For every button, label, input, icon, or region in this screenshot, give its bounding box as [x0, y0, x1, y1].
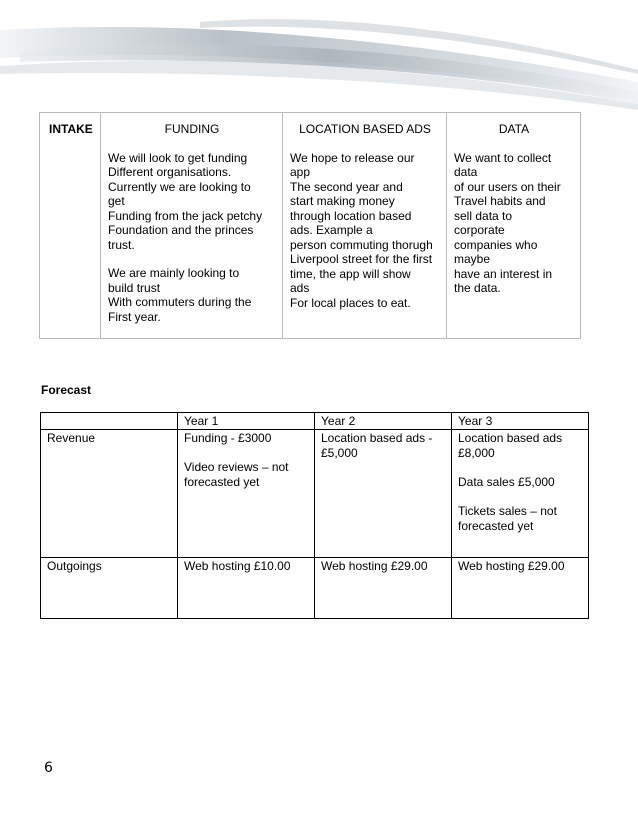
- outgoings-year-2-cell: [315, 558, 452, 619]
- cell-text-line: Web hosting £10.00: [184, 559, 291, 573]
- text-line: of our users on their: [454, 179, 561, 194]
- intake-row: [40, 113, 581, 339]
- location-ads-paragraph: [290, 151, 440, 311]
- intake-column-funding: [101, 113, 283, 339]
- text-line: get: [108, 194, 125, 208]
- funding-paragraph: [108, 151, 276, 253]
- text-line: corporate: [454, 223, 505, 237]
- cell-spacer: [458, 461, 583, 475]
- outgoings-label: Outgoings: [41, 558, 178, 619]
- intake-table: [39, 112, 581, 339]
- cell-text-line: £8,000: [458, 446, 495, 460]
- revenue-label: Revenue: [41, 430, 178, 558]
- outgoings-year-1-cell: [178, 558, 315, 619]
- text-line: maybe: [454, 252, 491, 266]
- text-line: time, the app will show: [290, 266, 411, 281]
- outgoings-row: [41, 558, 589, 619]
- text-line: through location based: [290, 208, 412, 223]
- text-line: First year.: [108, 309, 161, 324]
- header-cell-blank: [41, 413, 178, 430]
- cell-text-line: Data sales £5,000: [458, 475, 555, 489]
- text-line: We hope to release our: [290, 150, 415, 165]
- data-paragraph: [454, 151, 574, 296]
- funding-paragraph: [108, 266, 276, 324]
- revenue-year-1-cell: [178, 430, 315, 558]
- intake-column-data: [447, 113, 581, 339]
- header-swoosh-graphic: [0, 0, 638, 112]
- text-line: app: [290, 165, 311, 179]
- forecast-header-row: [41, 413, 589, 430]
- text-line: Liverpool street for the first: [290, 252, 433, 266]
- cell-text-line: £5,000: [321, 446, 358, 460]
- forecast-heading: Forecast: [41, 383, 92, 397]
- cell-text-line: Web hosting £29.00: [321, 559, 428, 573]
- intake-row-label: INTAKE: [40, 113, 101, 339]
- text-line: companies who: [454, 237, 538, 252]
- revenue-year-3-cell: [452, 430, 589, 558]
- text-line: Currently we are looking to: [108, 179, 251, 194]
- text-line: have an interest in: [454, 266, 553, 281]
- text-line: build trust: [108, 280, 161, 295]
- header-cell-year-3: Year 3: [452, 413, 589, 430]
- text-line: The second year and: [290, 179, 403, 194]
- text-line: data: [454, 165, 478, 179]
- intake-column-location-ads: [283, 113, 447, 339]
- text-line: Travel habits and: [454, 194, 546, 208]
- text-line: the data.: [454, 281, 501, 295]
- cell-text-line: Web hosting £29.00: [458, 559, 565, 573]
- cell-text-line: Location based ads: [458, 431, 563, 445]
- cell-text-line: Tickets sales – not: [458, 504, 557, 518]
- column-title-funding: FUNDING: [164, 122, 220, 136]
- revenue-row: [41, 430, 589, 558]
- cell-text-line: Funding - £3000: [184, 431, 272, 445]
- cell-text-line: forecasted yet: [458, 519, 534, 533]
- text-line: We will look to get funding: [108, 150, 248, 165]
- forecast-table: [40, 412, 589, 619]
- revenue-year-2-cell: [315, 430, 452, 558]
- outgoings-year-3-cell: [452, 558, 589, 619]
- cell-text-line: Video reviews – not: [184, 460, 289, 474]
- text-line: Funding from the jack petchy: [108, 208, 263, 223]
- text-line: Different organisations.: [108, 165, 232, 179]
- cell-spacer: [458, 490, 583, 504]
- column-title-location-ads: LOCATION BASED ADS: [299, 122, 431, 136]
- cell-text-line: forecasted yet: [184, 475, 260, 489]
- text-line: start making money: [290, 194, 395, 208]
- text-line: person commuting thorugh: [290, 237, 433, 252]
- text-line: Foundation and the princes: [108, 223, 254, 237]
- text-line: ads. Example a: [290, 223, 373, 237]
- text-line: With commuters during the: [108, 295, 252, 309]
- cell-text-line: Location based ads -: [321, 431, 433, 445]
- column-title-data: DATA: [498, 122, 530, 136]
- text-line: sell data to: [454, 208, 513, 223]
- text-line: We want to collect: [454, 150, 552, 165]
- text-line: We are mainly looking to: [108, 266, 240, 280]
- text-line: trust.: [108, 237, 135, 252]
- header-cell-year-1: Year 1: [178, 413, 315, 430]
- header-cell-year-2: Year 2: [315, 413, 452, 430]
- text-line: For local places to eat.: [290, 295, 411, 310]
- page-number: 6: [44, 760, 53, 776]
- cell-spacer: [184, 446, 309, 460]
- text-line: ads: [290, 281, 310, 295]
